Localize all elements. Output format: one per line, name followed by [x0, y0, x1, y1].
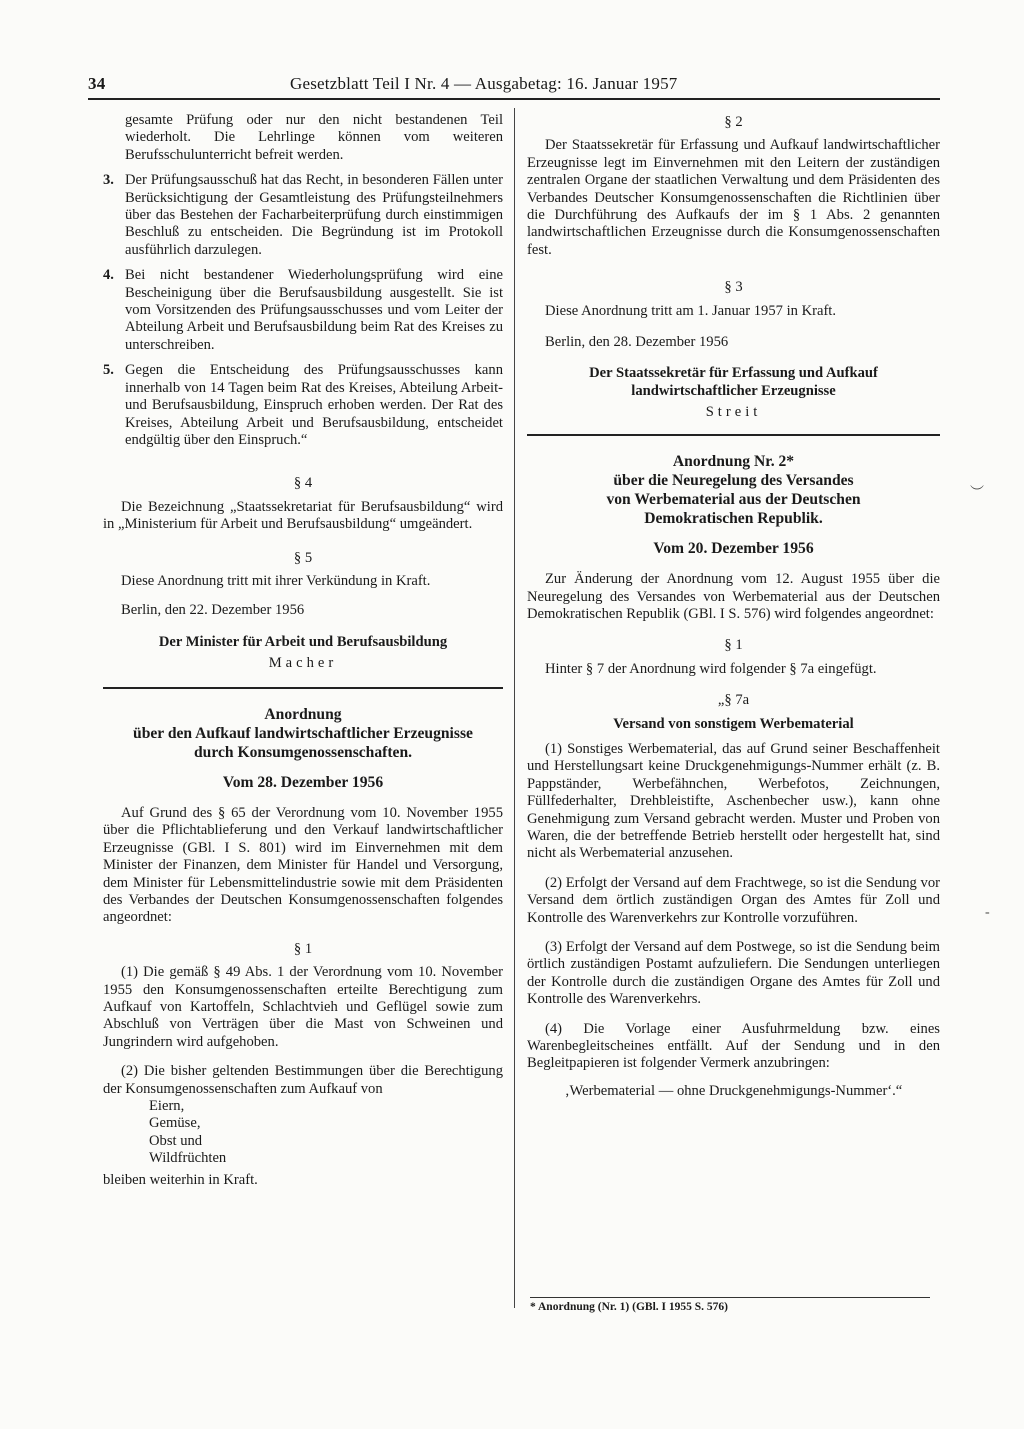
column-divider	[514, 108, 515, 1308]
margin-mark: ︶	[970, 486, 984, 501]
list-item	[103, 362, 503, 449]
item-text: Gegen die Entscheidung des Prüfungsausschusses kann innerhalb von 14 Tagen beim Rat des Kreises, Abteilung Arbeit- und Berufsausbildung, Einspruch erhoben werden. Der Rat des Kreises, Abteilung Arbeit und Berufsausbildung, entscheidet endgültig über den Einspruch.“	[125, 362, 503, 448]
right-column	[527, 112, 940, 1100]
ordinance-title-line: durch Konsumgenossenschaften.	[193, 743, 413, 761]
item-text: Bei nicht bestandener Wiederholungsprüfung wird eine Bescheinigung über die Berufsausbildung ausgestellt. Sie ist vom Vorsitzenden des Prüfungsausschusses und vom Leiter der Abteilung Arbeit und Berufsausbildung beim Rat des Kreises zu unterschreiben.	[125, 267, 503, 353]
paragraph-2: (2) Erfolgt der Versand auf dem Frachtwege, so ist die Sendung vor Versand dem örtlich zuständigen Organ des Amtes für Zoll und Kontrolle des Warenverkehrs zur Kontrolle vorzuführen.	[527, 874, 940, 926]
ordinance-intro: Auf Grund des § 65 der Verordnung vom 10. November 1955 über die Pflichtablieferung und den Verkauf landwirtschaftlicher Erzeugnisse (GBl. I S. 801) wird im Einvernehmen mit dem Minister der Finanzen, dem Minister für Handel und Versorgung, dem Minister für Lebensmittelindustrie sowie mit dem Präsidenten des Verbandes der Deutschen Konsumgenossenschaften folgendes angeordnet:	[103, 804, 503, 926]
section-1-paragraph-1: (1) Die gemäß § 49 Abs. 1 der Verordnung vom 10. November 1955 den Konsumgenossenschaften erteilte Berechtigung zum Aufkauf von Kartoffeln, Schlachtvieh und Geflügel sowie zum Abschluß von Verträgen über die Mast von Schweinen und Jungrindern wird aufgehoben.	[103, 964, 503, 1050]
section-1-text: Hinter § 7 der Anordnung wird folgender § 7a eingefügt.	[545, 660, 877, 677]
section-heading-1: § 1	[293, 940, 313, 957]
signature-name: Streit	[705, 404, 762, 421]
ordinance-date: Vom 28. Dezember 1956	[222, 773, 384, 791]
margin-mark: -	[985, 905, 990, 920]
signer-title	[527, 365, 940, 400]
list-item: Obst und	[149, 1132, 203, 1149]
signer-title-line: Der Staatssekretär für Erfassung und Aufkauf	[589, 365, 878, 382]
section-1-paragraph-2: (2) Die bisher geltenden Bestimmungen über die Berechtigung der Konsumgenossenschaften zum Aufkauf von	[103, 1063, 503, 1097]
ordinance-title	[527, 452, 940, 528]
ordinance-title-line: über die Neuregelung des Versandes	[613, 471, 854, 489]
closing-line: bleiben weiterhin in Kraft.	[103, 1171, 258, 1188]
signature-name: Macher	[268, 655, 338, 672]
ordinance-title-line: Anordnung	[264, 705, 342, 723]
section-7a-title: Versand von sonstigem Werbematerial	[613, 715, 854, 732]
place-date: Berlin, den 22. Dezember 1956	[121, 602, 305, 619]
section-4-text: Die Bezeichnung „Staatssekretariat für Berufsausbildung“ wird in „Ministerium für Arbeit und Berufsausbildung“ umgeändert.	[103, 498, 503, 533]
paragraph-1: (1) Sonstiges Werbematerial, das auf Grund seiner Beschaffenheit und Herstellungsart keine Druckgenehmigungs-Nummer erhält (z. B. Pappständer, Werbefähnchen, Werbefotos, Zeichnungen, Füllfederhalter, Drehbleistifte, Aschenbecher usw.), kann ohne Genehmigung zum Versand gebracht werden. Muster und Proben von Waren, die der betreffende Betrieb herstellt oder hergestellt hat, sind nicht als Werbematerial anzusehen.	[527, 740, 940, 862]
ordinance-title	[103, 705, 503, 762]
product-list	[149, 1098, 503, 1168]
section-heading-2: § 2	[724, 114, 743, 130]
item-number: 3.	[103, 172, 114, 189]
page-header	[88, 70, 940, 100]
list-item	[103, 172, 503, 259]
section-heading-7a: „§ 7a	[717, 692, 750, 709]
list-item	[103, 267, 503, 354]
place-date: Berlin, den 28. Dezember 1956	[545, 334, 729, 351]
footnote: * Anordnung (Nr. 1) (GBl. I 1955 S. 576)	[530, 1297, 930, 1313]
signer-title-line: landwirtschaftlicher Erzeugnisse	[631, 382, 836, 399]
continued-paragraph: gesamte Prüfung oder nur den nicht bestandenen Teil wiederholt. Die Lehrlinge können vom weiteren Berufsschulunterricht befreit werden.	[125, 112, 503, 163]
paragraph-3: (3) Erfolgt der Versand auf dem Postwege, so ist die Sendung beim örtlich zuständigen Postamt aufzuliefern. Die Sendungen unterliegen der Kontrolle durch die zuständigen Organe des Amtes für Zoll und Kontrolle des Warenverkehrs.	[527, 939, 940, 1008]
section-3-text: Diese Anordnung tritt am 1. Januar 1957 in Kraft.	[545, 302, 837, 319]
section-heading-5: § 5	[293, 549, 313, 566]
section-rule	[527, 434, 940, 436]
ordinance-title-line: Anordnung Nr. 2*	[672, 452, 795, 470]
ordinance-intro: Zur Änderung der Anordnung vom 12. August 1955 über die Neuregelung des Versandes von Werbematerial aus der Deutschen Demokratischen Republik (GBl. I S. 576) wird folgendes angeordnet:	[527, 571, 940, 622]
list-item: Gemüse,	[149, 1115, 201, 1132]
ordinance-title-line: Demokratischen Republik.	[644, 509, 823, 527]
paragraph-4: (4) Die Vorlage einer Ausfuhrmeldung bzw. eines Warenbegleitscheines entfällt. Auf der Sendung und in den Begleitpapieren ist folgender Vermerk anzubringen:	[527, 1020, 940, 1072]
section-2-text: Der Staatssekretär für Erfassung und Aufkauf landwirtschaftlicher Erzeugnisse legt im Einvernehmen mit den Leitern der zuständigen zentralen Organe der staatlichen Verwaltung und dem Präsidenten des Verbandes Deutscher Konsumgenossenschaften die Richtlinien über die Durchführung des Aufkaufs der im § 1 Abs. 2 genannten landwirtschaftlichen Erzeugnisse durch die Konsumgenossenschaften fest.	[527, 137, 940, 258]
header-title: Gesetzblatt Teil I Nr. 4 — Ausgabetag: 16. Januar 1957	[290, 74, 678, 93]
left-column	[103, 112, 503, 1189]
vermerk-text: ‚Werbematerial — ohne Druckgenehmigungs-Nummer‘.“	[564, 1082, 903, 1099]
item-number: 5.	[103, 362, 114, 379]
ordinance-title-line: über den Aufkauf landwirtschaftlicher Erzeugnisse	[133, 724, 473, 742]
list-item: Wildfrüchten	[149, 1150, 227, 1167]
section-heading-3: § 3	[724, 279, 743, 296]
list-item: Eiern,	[149, 1098, 185, 1115]
page-number: 34	[88, 74, 106, 93]
ordinance-title-line: von Werbematerial aus der Deutschen	[606, 490, 861, 508]
section-heading-4: § 4	[293, 475, 313, 492]
ordinance-date: Vom 20. Dezember 1956	[653, 539, 814, 557]
section-heading-1: § 1	[724, 637, 743, 654]
item-number: 4.	[103, 267, 114, 284]
item-text: Der Prüfungsausschuß hat das Recht, in besonderen Fällen unter Berücksichtigung der Gesamtleistung des Prüfungsteilnehmers über das Bestehen der Facharbeiterprüfung durch einstimmigen Beschluß zu entscheiden. Die Begründung ist im Protokoll ausführlich darzulegen.	[125, 172, 503, 258]
signer-title: Der Minister für Arbeit und Berufsausbildung	[158, 633, 448, 650]
section-5-text: Diese Anordnung tritt mit ihrer Verkündung in Kraft.	[121, 572, 431, 589]
section-rule	[103, 687, 503, 689]
